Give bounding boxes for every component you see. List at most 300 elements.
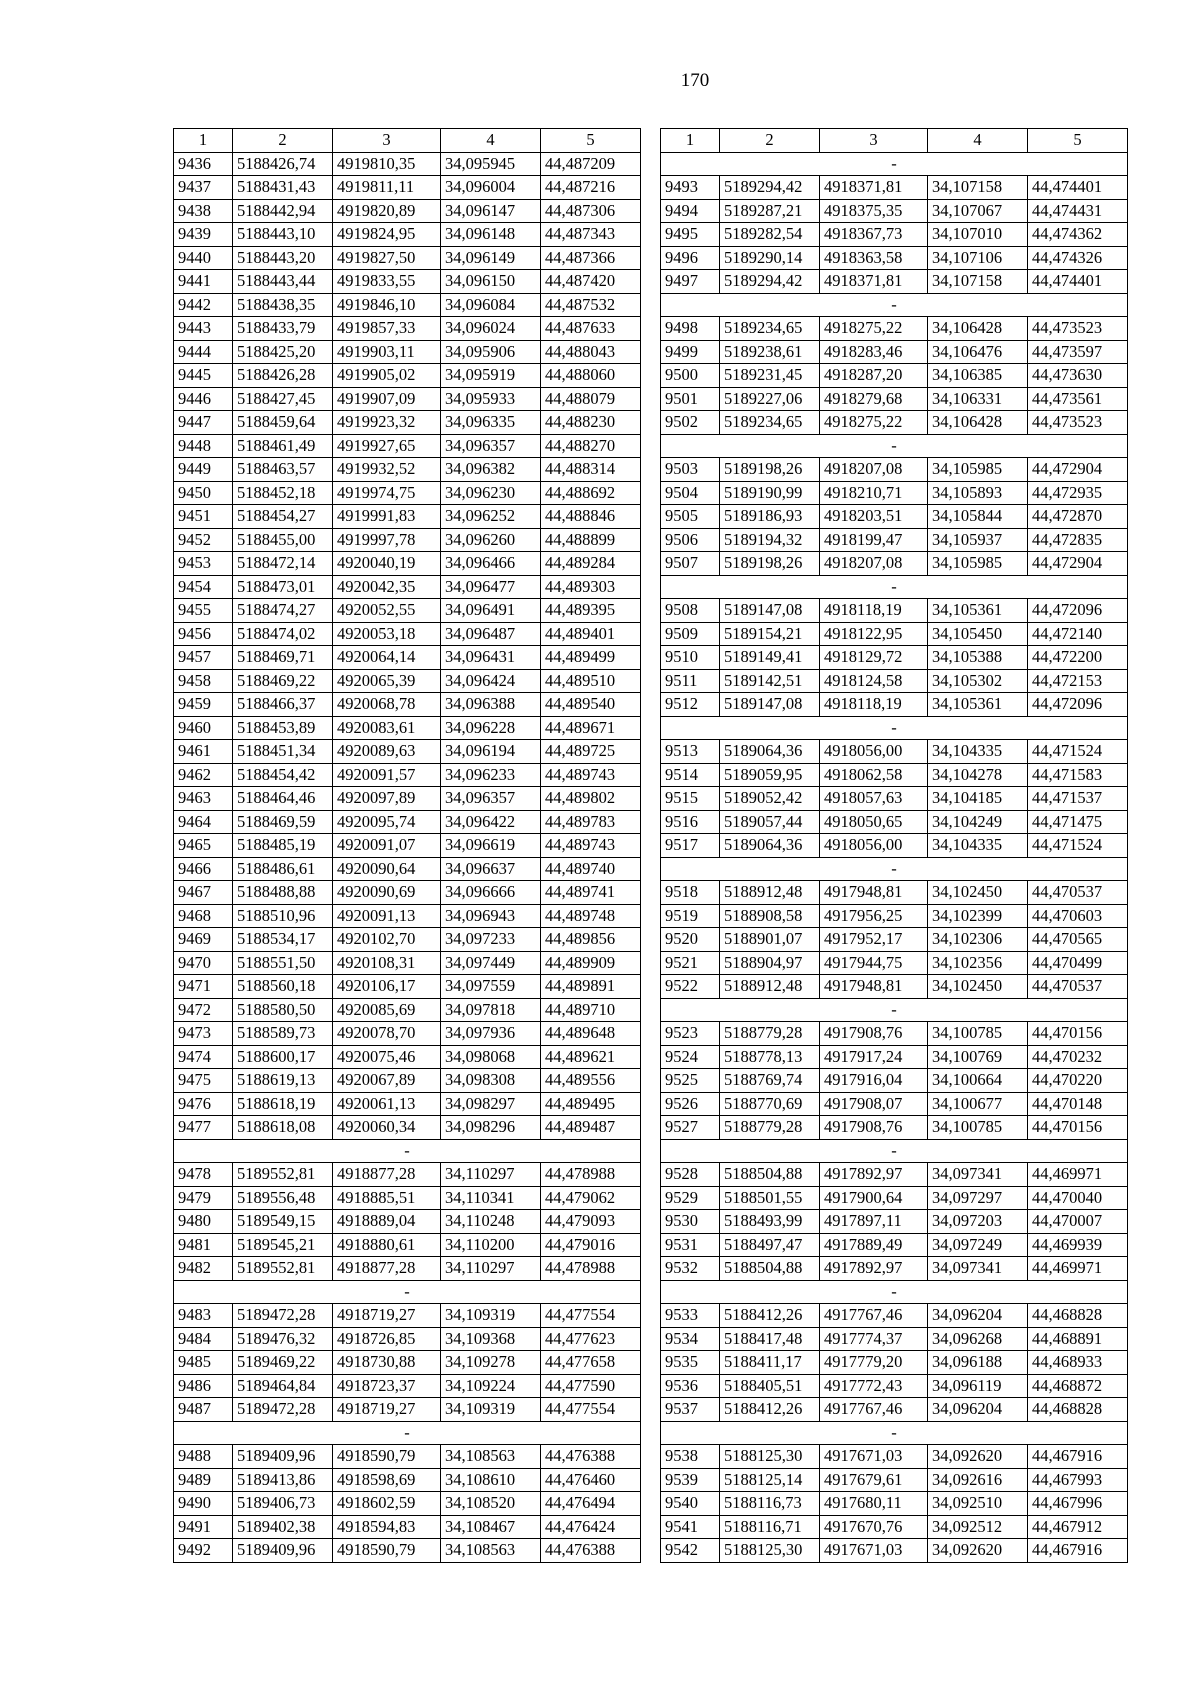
table-row <box>661 1374 1128 1398</box>
table-cell: 4920053,18 <box>333 622 441 646</box>
table-cell: 34,105361 <box>928 599 1028 623</box>
table-cell: 9483 <box>174 1304 233 1328</box>
table-cell: 5188463,57 <box>233 458 333 482</box>
table-row <box>174 1163 641 1187</box>
table-cell: 9448 <box>174 434 233 458</box>
table-row <box>174 599 641 623</box>
table-cell: 4919974,75 <box>333 481 441 505</box>
table-cell: 44,489909 <box>541 951 641 975</box>
table-row <box>174 1327 641 1351</box>
table-cell: 5188560,18 <box>233 975 333 999</box>
table-cell: 44,468828 <box>1028 1304 1128 1328</box>
table-cell: 5188912,48 <box>720 881 820 905</box>
table-cell: 4918118,19 <box>820 599 928 623</box>
table-cell: 4919907,09 <box>333 387 441 411</box>
table-cell: 5188473,01 <box>233 575 333 599</box>
table-cell: 9521 <box>661 951 720 975</box>
table-row <box>661 1116 1128 1140</box>
table-cell: 5189154,21 <box>720 622 820 646</box>
table-cell: 5188125,14 <box>720 1468 820 1492</box>
table-row <box>661 317 1128 341</box>
column-header: 1 <box>174 129 233 153</box>
table-cell: 5188534,17 <box>233 928 333 952</box>
table-cell: 34,096230 <box>441 481 541 505</box>
table-cell: 9527 <box>661 1116 720 1140</box>
table-cell: 34,096943 <box>441 904 541 928</box>
separator-cell: - <box>661 857 1128 881</box>
table-row <box>661 528 1128 552</box>
table-cell: 5189409,96 <box>233 1445 333 1469</box>
table-cell: 44,474431 <box>1028 199 1128 223</box>
table-cell: 34,097341 <box>928 1257 1028 1281</box>
table-cell: 4918723,37 <box>333 1374 441 1398</box>
table-cell: 9531 <box>661 1233 720 1257</box>
table-row <box>174 693 641 717</box>
table-cell: 5188438,35 <box>233 293 333 317</box>
table-cell: 44,467916 <box>1028 1445 1128 1469</box>
table-row <box>661 787 1128 811</box>
table-cell: 4917772,43 <box>820 1374 928 1398</box>
table-cell: 5189287,21 <box>720 199 820 223</box>
table-cell: 5189552,81 <box>233 1163 333 1187</box>
table-cell: 5189406,73 <box>233 1492 333 1516</box>
table-cell: 4917908,76 <box>820 1116 928 1140</box>
table-cell: 44,489395 <box>541 599 641 623</box>
table-cell: 4917916,04 <box>820 1069 928 1093</box>
table-cell: 34,108467 <box>441 1515 541 1539</box>
table-cell: 34,104335 <box>928 740 1028 764</box>
table-cell: 44,470537 <box>1028 975 1128 999</box>
table-cell: 5189469,22 <box>233 1351 333 1375</box>
table-cell: 9526 <box>661 1092 720 1116</box>
table-cell: 34,096466 <box>441 552 541 576</box>
table-cell: 9457 <box>174 646 233 670</box>
table-row <box>174 928 641 952</box>
table-cell: 44,489556 <box>541 1069 641 1093</box>
table-cell: 9437 <box>174 176 233 200</box>
table-cell: 34,104335 <box>928 834 1028 858</box>
table-cell: 4918371,81 <box>820 176 928 200</box>
table-cell: 5189198,26 <box>720 552 820 576</box>
table-cell: 34,096422 <box>441 810 541 834</box>
table-cell: 5189290,14 <box>720 246 820 270</box>
table-cell: 34,106476 <box>928 340 1028 364</box>
table-cell: 34,097249 <box>928 1233 1028 1257</box>
table-cell: 9464 <box>174 810 233 834</box>
table-row <box>174 528 641 552</box>
table-cell: 9446 <box>174 387 233 411</box>
table-cell: 4920085,69 <box>333 998 441 1022</box>
table-cell: 5189234,65 <box>720 411 820 435</box>
table-row <box>661 881 1128 905</box>
table-cell: 34,106428 <box>928 411 1028 435</box>
table-cell: 4920106,17 <box>333 975 441 999</box>
table-cell: 44,470537 <box>1028 881 1128 905</box>
table-cell: 5188904,97 <box>720 951 820 975</box>
table-cell: 34,096149 <box>441 246 541 270</box>
table-cell: 4918594,83 <box>333 1515 441 1539</box>
table-cell: 5189147,08 <box>720 693 820 717</box>
separator-row <box>661 998 1128 1022</box>
table-cell: 9535 <box>661 1351 720 1375</box>
table-cell: 34,102306 <box>928 928 1028 952</box>
table-row <box>661 1492 1128 1516</box>
table-cell: 44,489495 <box>541 1092 641 1116</box>
column-header: 3 <box>333 129 441 153</box>
table-cell: 34,107158 <box>928 176 1028 200</box>
table-row <box>661 1398 1128 1422</box>
table-cell: 4918118,19 <box>820 693 928 717</box>
table-cell: 34,105937 <box>928 528 1028 552</box>
table-row <box>661 340 1128 364</box>
table-cell: 5189142,51 <box>720 669 820 693</box>
table-cell: 44,489671 <box>541 716 641 740</box>
table-cell: 5189545,21 <box>233 1233 333 1257</box>
table-cell: 4917889,49 <box>820 1233 928 1257</box>
table-cell: 34,110341 <box>441 1186 541 1210</box>
table-cell: 44,471524 <box>1028 740 1128 764</box>
table-cell: 34,100677 <box>928 1092 1028 1116</box>
table-cell: 4920091,13 <box>333 904 441 928</box>
table-cell: 5188474,27 <box>233 599 333 623</box>
table-cell: 34,095906 <box>441 340 541 364</box>
table-cell: 34,107158 <box>928 270 1028 294</box>
table-cell: 44,489621 <box>541 1045 641 1069</box>
table-cell: 44,476388 <box>541 1445 641 1469</box>
table-cell: 4918719,27 <box>333 1398 441 1422</box>
table-cell: 44,467912 <box>1028 1515 1128 1539</box>
table-cell: 44,472904 <box>1028 552 1128 576</box>
table-cell: 44,478988 <box>541 1163 641 1187</box>
table-cell: 4920065,39 <box>333 669 441 693</box>
table-row <box>174 1445 641 1469</box>
table-cell: 9479 <box>174 1186 233 1210</box>
table-row <box>174 1304 641 1328</box>
table-cell: 34,098308 <box>441 1069 541 1093</box>
table-cell: 44,489740 <box>541 857 641 881</box>
table-cell: 44,487532 <box>541 293 641 317</box>
table-cell: 44,487366 <box>541 246 641 270</box>
table-cell: 4918050,65 <box>820 810 928 834</box>
table-row <box>174 270 641 294</box>
table-row <box>174 1233 641 1257</box>
table-cell: 9473 <box>174 1022 233 1046</box>
table-cell: 4918275,22 <box>820 411 928 435</box>
table-row <box>661 1186 1128 1210</box>
table-cell: 44,488043 <box>541 340 641 364</box>
table-cell: 9459 <box>174 693 233 717</box>
table-cell: 4919811,11 <box>333 176 441 200</box>
table-row <box>661 951 1128 975</box>
table-cell: 9509 <box>661 622 720 646</box>
table-cell: 9453 <box>174 552 233 576</box>
table-cell: 4920075,46 <box>333 1045 441 1069</box>
table-cell: 4920061,13 <box>333 1092 441 1116</box>
table-cell: 5188485,19 <box>233 834 333 858</box>
table-cell: 9450 <box>174 481 233 505</box>
table-cell: 4918283,46 <box>820 340 928 364</box>
table-row <box>174 223 641 247</box>
table-cell: 4918371,81 <box>820 270 928 294</box>
table-cell: 44,468828 <box>1028 1398 1128 1422</box>
table-cell: 5188426,28 <box>233 364 333 388</box>
table-cell: 9443 <box>174 317 233 341</box>
table-row <box>174 810 641 834</box>
separator-row <box>661 1280 1128 1304</box>
table-cell: 44,472935 <box>1028 481 1128 505</box>
table-cell: 5188469,71 <box>233 646 333 670</box>
table-cell: 34,106385 <box>928 364 1028 388</box>
table-cell: 44,488846 <box>541 505 641 529</box>
table-cell: 9522 <box>661 975 720 999</box>
table-cell: 44,488899 <box>541 528 641 552</box>
table-cell: 5189472,28 <box>233 1304 333 1328</box>
table-cell: 5189549,15 <box>233 1210 333 1234</box>
table-cell: 5188600,17 <box>233 1045 333 1069</box>
table-cell: 4918287,20 <box>820 364 928 388</box>
table-cell: 44,479093 <box>541 1210 641 1234</box>
table-cell: 44,489741 <box>541 881 641 905</box>
table-row <box>174 1492 641 1516</box>
separator-row <box>661 434 1128 458</box>
table-cell: 9477 <box>174 1116 233 1140</box>
table-cell: 34,096619 <box>441 834 541 858</box>
table-cell: 9440 <box>174 246 233 270</box>
table-cell: 5188618,19 <box>233 1092 333 1116</box>
table-cell: 9469 <box>174 928 233 952</box>
table-cell: 4919833,55 <box>333 270 441 294</box>
table-row <box>174 1398 641 1422</box>
table-cell: 4918590,79 <box>333 1445 441 1469</box>
table-row <box>661 693 1128 717</box>
table-cell: 34,108563 <box>441 1539 541 1563</box>
table-cell: 9489 <box>174 1468 233 1492</box>
table-row <box>174 975 641 999</box>
table-cell: 44,489743 <box>541 834 641 858</box>
table-cell: 34,096335 <box>441 411 541 435</box>
table-cell: 34,096260 <box>441 528 541 552</box>
table-cell: 44,489540 <box>541 693 641 717</box>
table-cell: 44,488079 <box>541 387 641 411</box>
table-row <box>661 1327 1128 1351</box>
header-row <box>174 129 641 153</box>
table-cell: 34,092616 <box>928 1468 1028 1492</box>
table-cell: 44,476388 <box>541 1539 641 1563</box>
table-cell: 4918122,95 <box>820 622 928 646</box>
table-cell: 44,472870 <box>1028 505 1128 529</box>
table-row <box>661 552 1128 576</box>
table-cell: 5189064,36 <box>720 834 820 858</box>
table-cell: 5188412,26 <box>720 1304 820 1328</box>
table-row <box>174 1022 641 1046</box>
table-cell: 5188461,49 <box>233 434 333 458</box>
table-cell: 44,489510 <box>541 669 641 693</box>
separator-cell: - <box>661 998 1128 1022</box>
table-cell: 34,097341 <box>928 1163 1028 1187</box>
table-cell: 34,096228 <box>441 716 541 740</box>
table-cell: 34,096666 <box>441 881 541 905</box>
table-cell: 44,489499 <box>541 646 641 670</box>
table-cell: 34,095945 <box>441 152 541 176</box>
table-cell: 4917948,81 <box>820 881 928 905</box>
table-cell: 44,473523 <box>1028 411 1128 435</box>
table-row <box>174 246 641 270</box>
table-cell: 34,107106 <box>928 246 1028 270</box>
table-cell: 4920108,31 <box>333 951 441 975</box>
table-row <box>174 622 641 646</box>
table-cell: 44,473523 <box>1028 317 1128 341</box>
table-cell: 5188493,99 <box>720 1210 820 1234</box>
table-cell: 44,474362 <box>1028 223 1128 247</box>
table-cell: 9490 <box>174 1492 233 1516</box>
table-cell: 44,487420 <box>541 270 641 294</box>
table-cell: 9492 <box>174 1539 233 1563</box>
table-cell: 9504 <box>661 481 720 505</box>
table-row <box>174 1374 641 1398</box>
table-cell: 9498 <box>661 317 720 341</box>
table-row <box>174 317 641 341</box>
separator-cell: - <box>661 1280 1128 1304</box>
table-cell: 5189149,41 <box>720 646 820 670</box>
table-row <box>174 646 641 670</box>
table-cell: 34,092512 <box>928 1515 1028 1539</box>
table-row <box>174 199 641 223</box>
table-cell: 44,474401 <box>1028 270 1128 294</box>
table-cell: 4919827,50 <box>333 246 441 270</box>
table-cell: 44,472904 <box>1028 458 1128 482</box>
table-cell: 34,097818 <box>441 998 541 1022</box>
table-cell: 4917908,07 <box>820 1092 928 1116</box>
table-row <box>174 881 641 905</box>
table-cell: 4920090,64 <box>333 857 441 881</box>
separator-cell: - <box>174 1280 641 1304</box>
table-cell: 4917892,97 <box>820 1163 928 1187</box>
table-cell: 44,479016 <box>541 1233 641 1257</box>
table-cell: 34,096491 <box>441 599 541 623</box>
table-row <box>661 810 1128 834</box>
table-cell: 34,106428 <box>928 317 1028 341</box>
table-cell: 4918129,72 <box>820 646 928 670</box>
table-cell: 34,096233 <box>441 763 541 787</box>
separator-row <box>174 1280 641 1304</box>
table-cell: 34,108520 <box>441 1492 541 1516</box>
table-cell: 9494 <box>661 199 720 223</box>
table-cell: 5188474,02 <box>233 622 333 646</box>
table-cell: 4918363,58 <box>820 246 928 270</box>
table-cell: 9524 <box>661 1045 720 1069</box>
table-cell: 34,097936 <box>441 1022 541 1046</box>
coordinates-table-left <box>173 128 641 1563</box>
table-cell: 34,097297 <box>928 1186 1028 1210</box>
table-row <box>661 1468 1128 1492</box>
table-cell: 34,109278 <box>441 1351 541 1375</box>
table-row <box>174 1351 641 1375</box>
table-row <box>174 716 641 740</box>
coordinates-table-right <box>660 128 1128 1563</box>
table-cell: 5188504,88 <box>720 1163 820 1187</box>
table-cell: 4920067,89 <box>333 1069 441 1093</box>
table-cell: 34,097449 <box>441 951 541 975</box>
table-cell: 4917671,03 <box>820 1539 928 1563</box>
table-cell: 5189227,06 <box>720 387 820 411</box>
table-row <box>661 975 1128 999</box>
table-cell: 4920052,55 <box>333 599 441 623</box>
separator-row <box>174 1139 641 1163</box>
table-cell: 5188769,74 <box>720 1069 820 1093</box>
separator-row <box>661 293 1128 317</box>
table-row <box>174 575 641 599</box>
table-cell: 44,473630 <box>1028 364 1128 388</box>
table-cell: 5189556,48 <box>233 1186 333 1210</box>
table-cell: 34,105985 <box>928 552 1028 576</box>
table-cell: 9461 <box>174 740 233 764</box>
table-cell: 34,105985 <box>928 458 1028 482</box>
table-cell: 34,109319 <box>441 1398 541 1422</box>
table-row <box>661 1515 1128 1539</box>
table-cell: 44,477623 <box>541 1327 641 1351</box>
table-row <box>174 1116 641 1140</box>
table-cell: 4920083,61 <box>333 716 441 740</box>
table-cell: 4917897,11 <box>820 1210 928 1234</box>
table-row <box>661 1069 1128 1093</box>
separator-cell: - <box>174 1139 641 1163</box>
table-cell: 34,100769 <box>928 1045 1028 1069</box>
table-cell: 5189064,36 <box>720 740 820 764</box>
table-cell: 44,477658 <box>541 1351 641 1375</box>
table-cell: 34,092620 <box>928 1445 1028 1469</box>
table-cell: 9542 <box>661 1539 720 1563</box>
table-cell: 34,102450 <box>928 975 1028 999</box>
table-cell: 9484 <box>174 1327 233 1351</box>
table-row <box>661 387 1128 411</box>
table-cell: 9502 <box>661 411 720 435</box>
table-cell: 9485 <box>174 1351 233 1375</box>
table-row <box>174 787 641 811</box>
table-cell: 9500 <box>661 364 720 388</box>
table-cell: 4919997,78 <box>333 528 441 552</box>
table-cell: 44,489891 <box>541 975 641 999</box>
table-cell: 9530 <box>661 1210 720 1234</box>
table-cell: 34,105893 <box>928 481 1028 505</box>
table-cell: 5188427,45 <box>233 387 333 411</box>
table-cell: 44,489487 <box>541 1116 641 1140</box>
table-cell: 5188619,13 <box>233 1069 333 1093</box>
table-row <box>661 1022 1128 1046</box>
table-row <box>174 1045 641 1069</box>
table-cell: 44,469939 <box>1028 1233 1128 1257</box>
table-cell: 34,096204 <box>928 1398 1028 1422</box>
table-row <box>174 152 641 176</box>
table-cell: 4918367,73 <box>820 223 928 247</box>
table-cell: 9515 <box>661 787 720 811</box>
table-cell: 5189409,96 <box>233 1539 333 1563</box>
table-cell: 9476 <box>174 1092 233 1116</box>
table-cell: 9537 <box>661 1398 720 1422</box>
table-cell: 5188125,30 <box>720 1445 820 1469</box>
table-cell: 34,096024 <box>441 317 541 341</box>
table-cell: 9470 <box>174 951 233 975</box>
table-cell: 5188464,46 <box>233 787 333 811</box>
table-cell: 4919923,32 <box>333 411 441 435</box>
table-cell: 4919810,35 <box>333 152 441 176</box>
table-cell: 44,472096 <box>1028 599 1128 623</box>
table-cell: 9499 <box>661 340 720 364</box>
table-cell: 4918375,35 <box>820 199 928 223</box>
table-cell: 9517 <box>661 834 720 858</box>
table-cell: 9533 <box>661 1304 720 1328</box>
table-cell: 9471 <box>174 975 233 999</box>
table-cell: 34,092620 <box>928 1539 1028 1563</box>
